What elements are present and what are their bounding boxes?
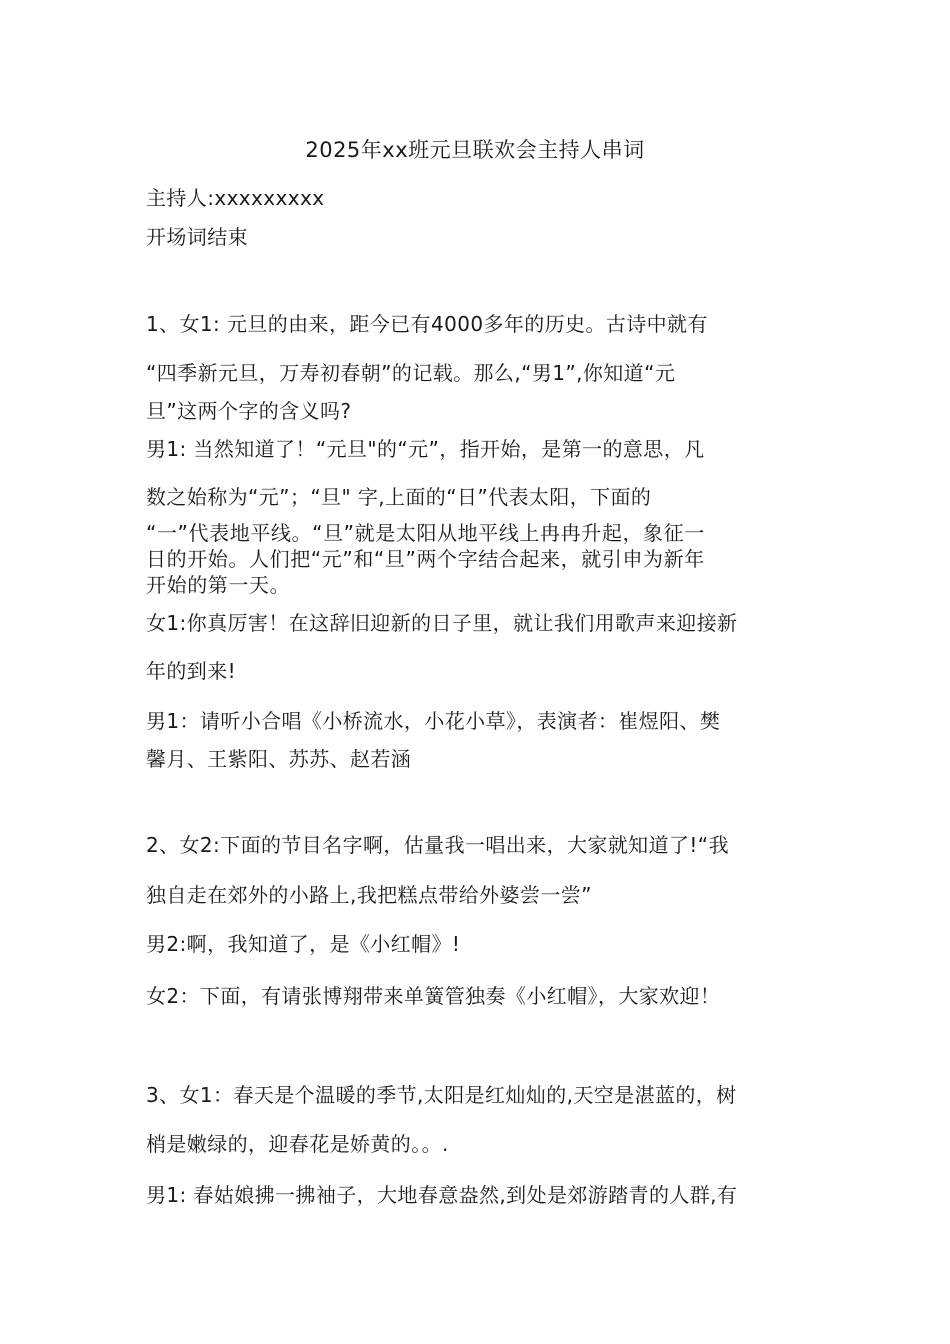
paragraph-line: 数之始称为“元”；“旦" 字,上面的“日”代表太阳，下面的 bbox=[146, 485, 652, 509]
paragraph-line: “四季新元旦，万寿初春朝”的记载。那么,“男1”,你知道“元 bbox=[146, 361, 676, 385]
paragraph-line: 男1: 春姑娘拂一拂袖子，大地春意盎然,到处是郊游踏青的人群,有 bbox=[146, 1183, 738, 1207]
paragraph-line: 女2：下面，有请张博翔带来单簧管独奏《小红帽》，大家欢迎！ bbox=[146, 984, 721, 1008]
paragraph-line: 开始的第一天。 bbox=[146, 573, 291, 597]
paragraph-line: 日的开始。人们把“元”和“旦”两个字结合起来，就引申为新年 bbox=[146, 547, 705, 571]
opening-end-line: 开场词结束 bbox=[146, 225, 248, 249]
host-line: 主持人:xxxxxxxxx bbox=[146, 186, 325, 210]
paragraph-line: “一”代表地平线。“旦”就是太阳从地平线上冉冉升起，象征一 bbox=[146, 521, 705, 545]
paragraph-line: 女1:你真厉害！在这辞旧迎新的日子里，就让我们用歌声来迎接新 bbox=[146, 611, 738, 635]
document-title: 2025年xx班元旦联欢会主持人串词 bbox=[305, 138, 645, 162]
paragraph-line: 梢是嫩绿的，迎春花是娇黄的。。. bbox=[146, 1132, 449, 1156]
paragraph-line: 男1: 当然知道了！“元旦"的“元”，指开始，是第一的意思，凡 bbox=[146, 437, 705, 461]
paragraph-line: 男1：请听小合唱《小桥流水，小花小草》，表演者：崔煜阳、樊 bbox=[146, 709, 721, 733]
paragraph-line: 独自走在郊外的小路上,我把糕点带给外婆尝一尝” bbox=[146, 883, 592, 907]
paragraph-line: 2、女2:下面的节目名字啊，估量我一唱出来，大家就知道了!“我 bbox=[146, 833, 729, 857]
paragraph-line: 1、女1: 元旦的由来，距今已有4000多年的历史。古诗中就有 bbox=[146, 312, 708, 336]
paragraph-line: 旦”这两个字的含义吗? bbox=[146, 399, 352, 423]
paragraph-line: 馨月、王紫阳、苏苏、赵若涵 bbox=[146, 747, 412, 771]
paragraph-line: 男2:啊，我知道了，是《小红帽》! bbox=[146, 932, 461, 956]
paragraph-line: 年的到来! bbox=[146, 659, 237, 683]
paragraph-line: 3、女1：春天是个温暖的季节,太阳是红灿灿的,天空是湛蓝的，树 bbox=[146, 1083, 737, 1107]
